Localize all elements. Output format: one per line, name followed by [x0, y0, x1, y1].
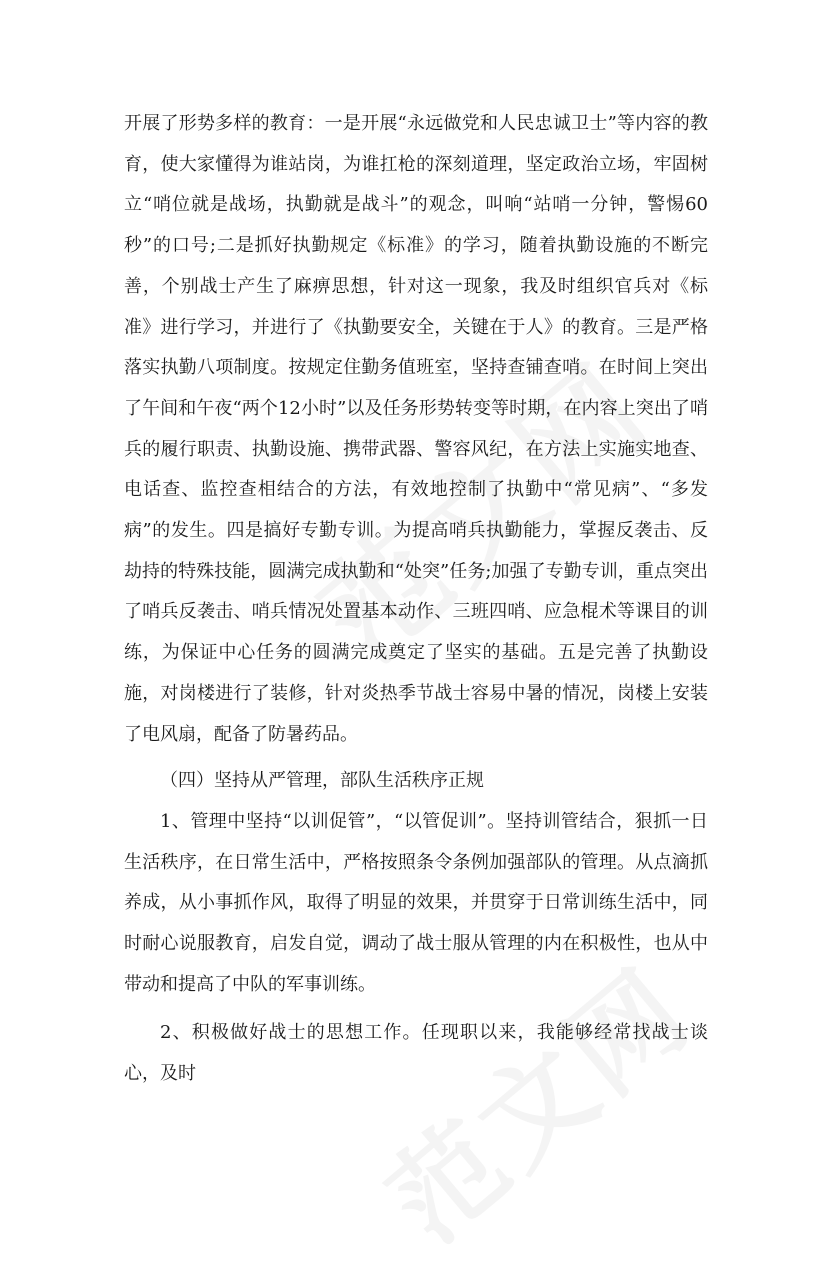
paragraph-education: 开展了形势多样的教育：一是开展“永远做党和人民忠诚卫士”等内容的教育，使大家懂得为谁站岗，为谁扛枪的深刻道理，坚定政治立场，牢固树立“哨位就是战场，执勤就是战斗”的观念，叫响“站哨一分钟，警惕60秒”的口号;二是抓好执勤规定《标准》的学习，随着执勤设施的不断完善，个别战士产生了麻痹思想，针对这一现象，我及时组织官兵对《标准》进行学习，并进行了《执勤要安全，关键在于人》的教育。三是严格落实执勤八项制度。按规定住勤务值班室，坚持查铺查哨。在时间上突出了午间和午夜“两个12小时”以及任务形势转变等时期，在内容上突出了哨兵的履行职责、执勤设施、携带武器、警容风纪，在方法上实施实地查、电话查、监控查相结合的方法，有效地控制了执勤中“常见病”、“多发病”的发生。四是搞好专勤专训。为提高哨兵执勤能力，掌握反袭击、反劫持的特殊技能，圆满完成执勤和“处突”任务;加强了专勤专训，重点突出了哨兵反袭击、哨兵情况处置基本动作、三班四哨、应急棍术等课目的训练，为保证中心任务的圆满完成奠定了坚实的基础。五是完善了执勤设施，对岗楼进行了装修，针对炎热季节战士容易中暑的情况，岗楼上安装了电风扇，配备了防暑药品。 — [124, 113, 708, 745]
section-heading-management: （四）坚持从严管理，部队生活秩序正规 — [160, 770, 484, 792]
paragraph-management-item-1: 1、管理中坚持“以训促管”，“以管促训”。坚持训管结合，狠抓一日生活秩序，在日常生活中，严格按照条令条例加强部队的管理。从点滴抓养成，从小事抓作风，取得了明显的效果，并贯穿于日常训练生活中，同时耐心说服教育，启发自觉，调动了战士服从管理的内在积极性，也从中带动和提高了中队的军事训练。 — [124, 810, 708, 995]
document-body — [124, 104, 708, 1095]
paragraph-management-item-2: 2、积极做好战士的思想工作。任现职以来，我能够经常找战士谈心，及时 — [124, 1022, 708, 1085]
